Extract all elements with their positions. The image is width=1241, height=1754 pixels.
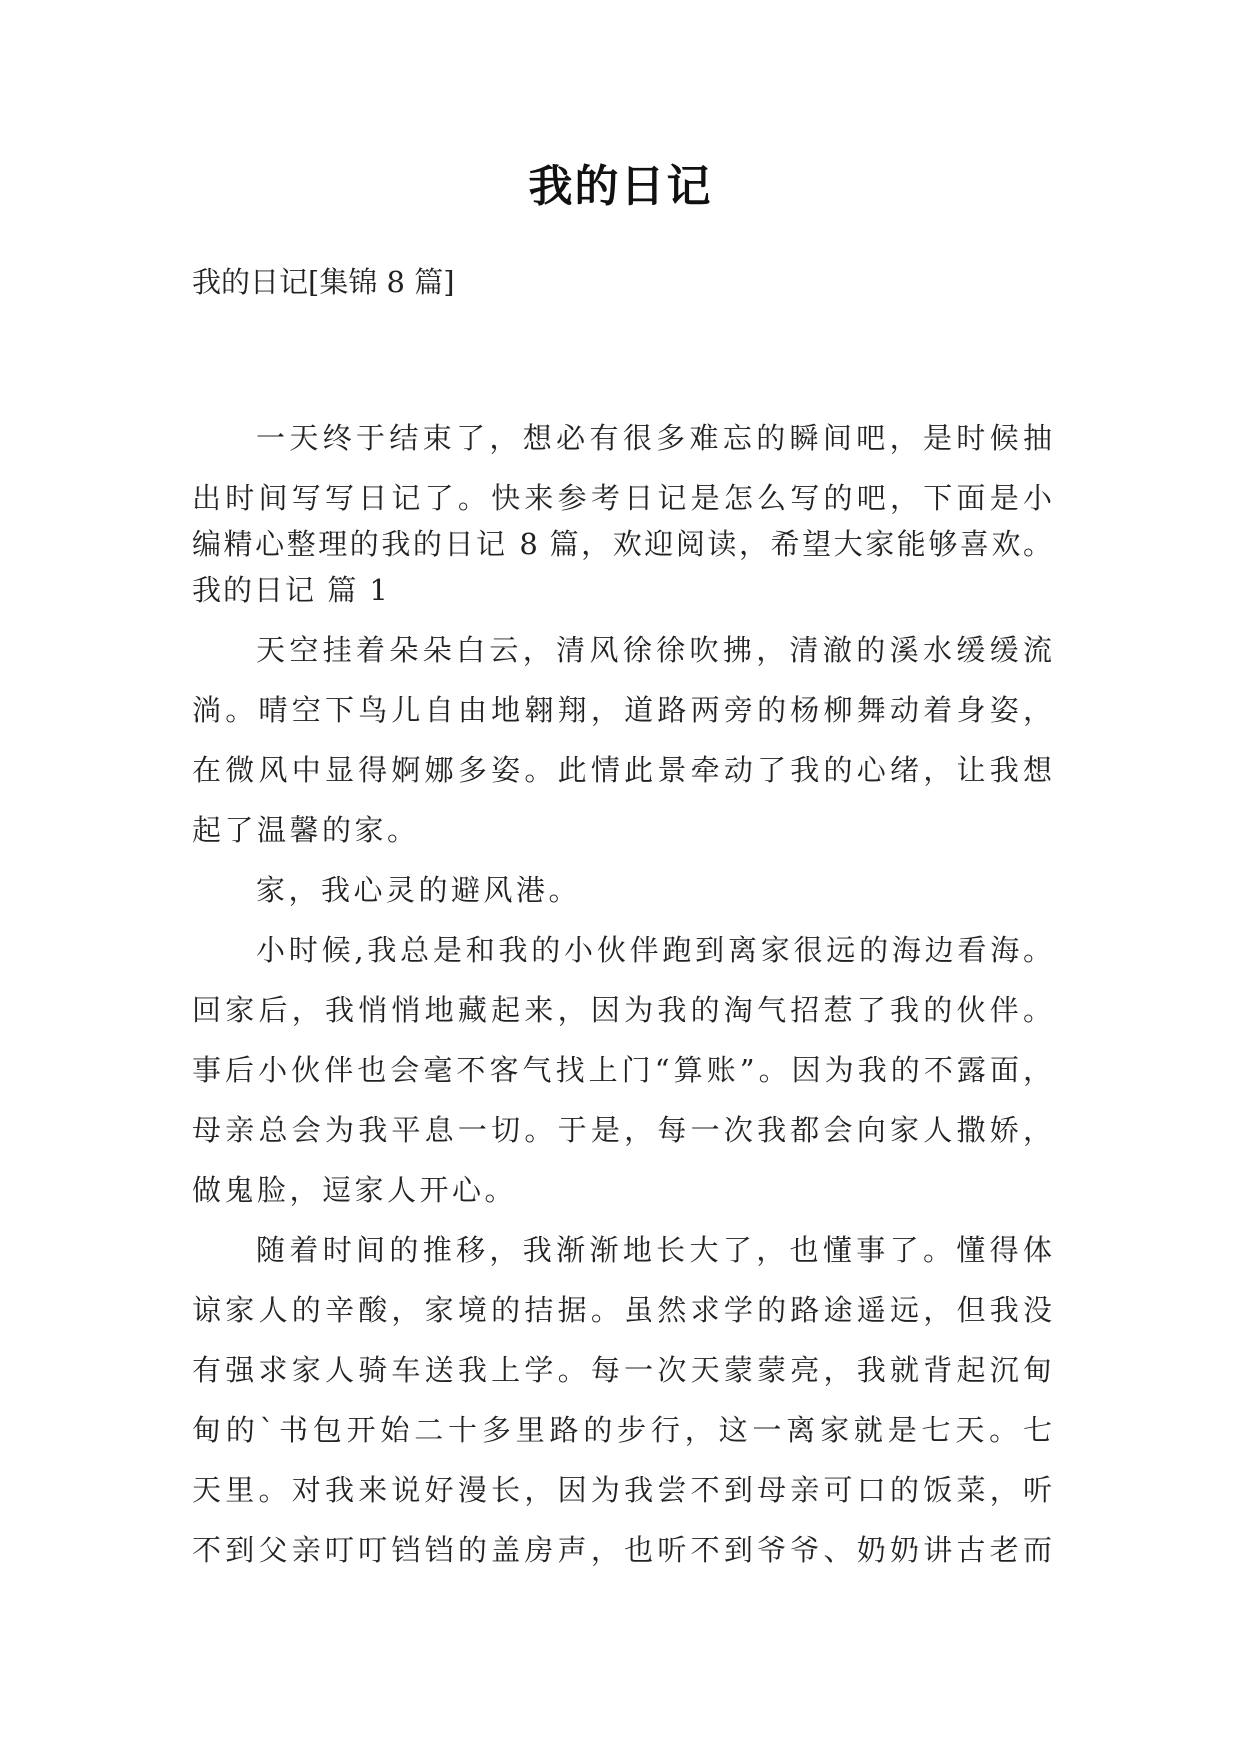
body-line: 谅家人的辛酸，家境的拮据。虽然求学的路途遥远，但我没 (192, 1293, 1052, 1327)
body-line: 做鬼脸，逗家人开心。 (192, 1173, 518, 1207)
body-line: 有强求家人骑车送我上学。每一次天蒙蒙亮，我就背起沉甸 (192, 1353, 1052, 1387)
body-line: 一天终于结束了，想必有很多难忘的瞬间吧，是时候抽 (256, 421, 1052, 455)
section-heading: 我的日记 篇 1 (192, 573, 390, 607)
body-line: 天里。对我来说好漫长，因为我尝不到母亲可口的饭菜，听 (192, 1473, 1052, 1507)
body-line: 起了温馨的家。 (192, 813, 420, 847)
document-subtitle: 我的日记[集锦 8 篇] (192, 265, 455, 299)
body-line: 甸的`书包开始二十多里路的步行，这一离家就是七天。七 (192, 1413, 1052, 1447)
body-line: 随着时间的推移，我渐渐地长大了，也懂事了。懂得体 (256, 1233, 1052, 1267)
body-line: 淌。晴空下鸟儿自由地翱翔，道路两旁的杨柳舞动着身姿， (192, 693, 1052, 727)
body-line: 不到父亲叮叮铛铛的盖房声，也听不到爷爷、奶奶讲古老而 (192, 1533, 1052, 1567)
body-line: 小时候,我总是和我的小伙伴跑到离家很远的海边看海。 (256, 933, 1052, 967)
body-line: 天空挂着朵朵白云，清风徐徐吹拂，清澈的溪水缓缓流 (256, 633, 1052, 667)
document-title: 我的日记 (528, 161, 713, 212)
body-line: 家，我心灵的避风港。 (256, 873, 582, 907)
body-line: 回家后，我悄悄地藏起来，因为我的淘气招惹了我的伙伴。 (192, 993, 1052, 1027)
body-line: 出时间写写日记了。快来参考日记是怎么写的吧，下面是小 (192, 481, 1052, 515)
document-body (192, 408, 1052, 1580)
body-line: 编精心整理的我的日记 8 篇，欢迎阅读，希望大家能够喜欢。 (192, 527, 1052, 561)
body-line: 母亲总会为我平息一切。于是，每一次我都会向家人撒娇， (192, 1113, 1052, 1147)
body-line: 事后小伙伴也会毫不客气找上门“算账”。因为我的不露面， (192, 1053, 1052, 1087)
body-line: 在微风中显得婀娜多姿。此情此景牵动了我的心绪，让我想 (192, 753, 1052, 787)
